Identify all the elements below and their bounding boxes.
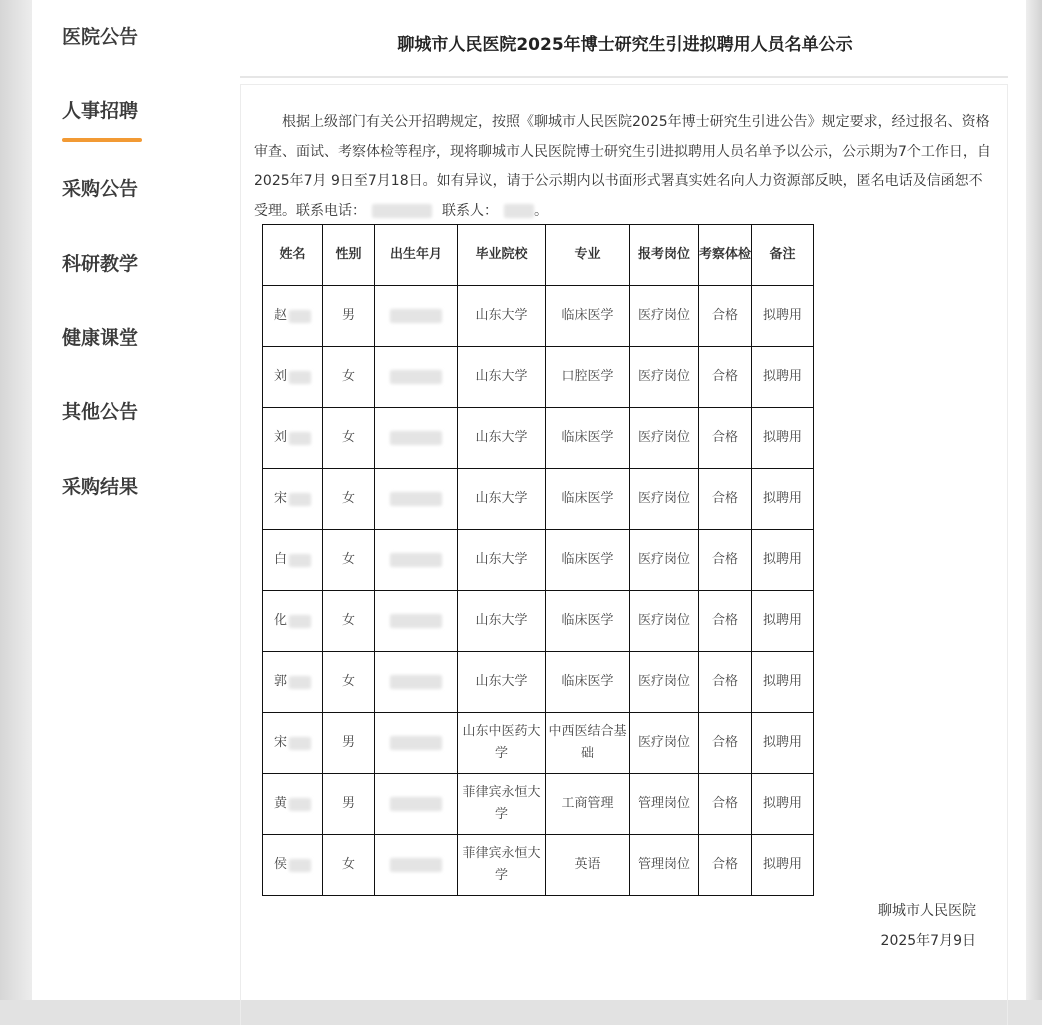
cell-gender: 女 xyxy=(323,347,375,408)
name-wrapper xyxy=(274,366,311,388)
cell-note: 拟聘用 xyxy=(752,530,814,591)
redacted-given-name xyxy=(289,432,311,445)
name-wrapper xyxy=(274,854,311,876)
cell-note: 拟聘用 xyxy=(752,591,814,652)
cell-check: 合格 xyxy=(699,530,752,591)
redacted-birthdate xyxy=(390,675,442,689)
cell-major: 口腔医学 xyxy=(546,347,630,408)
name-surname: 刘 xyxy=(273,430,287,445)
name-wrapper xyxy=(274,732,311,754)
cell-school: 山东大学 xyxy=(458,469,546,530)
redacted-birthdate xyxy=(390,736,442,750)
cell-birth-redacted xyxy=(375,408,458,469)
redacted-phone xyxy=(372,204,432,218)
cell-birth-redacted xyxy=(375,286,458,347)
cell-school: 山东大学 xyxy=(458,591,546,652)
cell-name xyxy=(263,713,323,774)
table-row xyxy=(263,469,814,530)
header-gender: 性别 xyxy=(323,225,375,286)
redacted-birthdate xyxy=(390,370,442,384)
table-row xyxy=(263,347,814,408)
cell-post: 医疗岗位 xyxy=(630,652,699,713)
name-surname: 宋 xyxy=(273,735,287,750)
cell-major: 临床医学 xyxy=(546,408,630,469)
header-birth: 出生年月 xyxy=(375,225,458,286)
cell-birth-redacted xyxy=(375,652,458,713)
redacted-given-name xyxy=(289,676,311,689)
cell-post: 医疗岗位 xyxy=(630,408,699,469)
redacted-birthdate xyxy=(390,309,442,323)
header-post: 报考岗位 xyxy=(630,225,699,286)
cell-birth-redacted xyxy=(375,591,458,652)
cell-name xyxy=(263,652,323,713)
redacted-given-name xyxy=(289,371,311,384)
table-row xyxy=(263,286,814,347)
name-wrapper xyxy=(274,305,311,327)
cell-name xyxy=(263,591,323,652)
cell-school: 菲律宾永恒大学 xyxy=(458,774,546,835)
candidate-table xyxy=(262,224,814,896)
cell-post: 医疗岗位 xyxy=(630,591,699,652)
name-surname: 黄 xyxy=(273,796,287,811)
cell-note: 拟聘用 xyxy=(752,408,814,469)
cell-note: 拟聘用 xyxy=(752,347,814,408)
cell-school: 山东大学 xyxy=(458,286,546,347)
cell-check: 合格 xyxy=(699,835,752,896)
name-wrapper xyxy=(274,793,311,815)
cell-school: 山东大学 xyxy=(458,652,546,713)
cell-check: 合格 xyxy=(699,408,752,469)
cell-check: 合格 xyxy=(699,713,752,774)
table-row xyxy=(263,835,814,896)
table-row xyxy=(263,408,814,469)
name-surname: 化 xyxy=(273,613,287,628)
redacted-birthdate xyxy=(390,797,442,811)
redacted-birthdate xyxy=(390,492,442,506)
cell-note: 拟聘用 xyxy=(752,713,814,774)
cell-check: 合格 xyxy=(699,469,752,530)
redacted-birthdate xyxy=(390,431,442,445)
table-row xyxy=(263,530,814,591)
announcement-end: 。 xyxy=(534,202,548,219)
cell-name xyxy=(263,774,323,835)
cell-post: 管理岗位 xyxy=(630,835,699,896)
page-shadow-right xyxy=(1026,0,1042,1000)
cell-gender: 女 xyxy=(323,835,375,896)
name-surname: 白 xyxy=(273,552,287,567)
header-check: 考察体检 xyxy=(699,225,752,286)
cell-birth-redacted xyxy=(375,347,458,408)
sidebar-item-research-teaching[interactable]: 科研教学 xyxy=(62,253,139,275)
name-wrapper xyxy=(274,549,311,571)
table-body xyxy=(263,286,814,896)
cell-gender: 男 xyxy=(323,286,375,347)
table-row xyxy=(263,713,814,774)
header-name: 姓名 xyxy=(263,225,323,286)
redacted-given-name xyxy=(289,798,311,811)
cell-check: 合格 xyxy=(699,652,752,713)
cell-major: 临床医学 xyxy=(546,530,630,591)
cell-birth-redacted xyxy=(375,835,458,896)
cell-major: 临床医学 xyxy=(546,652,630,713)
redacted-given-name xyxy=(289,554,311,567)
cell-gender: 女 xyxy=(323,408,375,469)
announcement-paragraph xyxy=(254,108,996,226)
name-surname: 郭 xyxy=(273,674,287,689)
cell-check: 合格 xyxy=(699,591,752,652)
cell-gender: 女 xyxy=(323,530,375,591)
cell-name xyxy=(263,835,323,896)
name-surname: 侯 xyxy=(273,857,287,872)
cell-major: 中西医结合基础 xyxy=(546,713,630,774)
cell-post: 医疗岗位 xyxy=(630,713,699,774)
redacted-given-name xyxy=(289,737,311,750)
cell-post: 医疗岗位 xyxy=(630,469,699,530)
cell-school: 山东大学 xyxy=(458,530,546,591)
header-school: 毕业院校 xyxy=(458,225,546,286)
redacted-given-name xyxy=(289,493,311,506)
sidebar-item-procurement-notice[interactable]: 采购公告 xyxy=(62,178,139,200)
page xyxy=(32,0,1026,1000)
page-shadow-left xyxy=(0,0,34,1000)
name-surname: 赵 xyxy=(273,308,287,323)
cell-gender: 男 xyxy=(323,713,375,774)
table-row xyxy=(263,652,814,713)
name-wrapper xyxy=(274,671,311,693)
cell-birth-redacted xyxy=(375,774,458,835)
name-wrapper xyxy=(274,427,311,449)
name-wrapper xyxy=(274,610,311,632)
redacted-given-name xyxy=(289,615,311,628)
page-title: 聊城市人民医院2025年博士研究生引进拟聘用人员名单公示 xyxy=(397,35,853,55)
contact-label: 联系人： xyxy=(442,202,498,219)
cell-birth-redacted xyxy=(375,469,458,530)
sidebar-item-other-notice[interactable]: 其他公告 xyxy=(62,401,139,423)
sidebar-item-recruitment[interactable]: 人事招聘 xyxy=(62,96,182,123)
cell-name xyxy=(263,286,323,347)
redacted-given-name xyxy=(289,310,311,323)
cell-post: 管理岗位 xyxy=(630,774,699,835)
cell-note: 拟聘用 xyxy=(752,652,814,713)
cell-name xyxy=(263,408,323,469)
redacted-given-name xyxy=(289,859,311,872)
redacted-birthdate xyxy=(390,858,442,872)
cell-check: 合格 xyxy=(699,774,752,835)
cell-major: 临床医学 xyxy=(546,286,630,347)
name-surname: 刘 xyxy=(273,369,287,384)
announcement-text: 根据上级部门有关公开招聘规定，按照《聊城市人民医院2025年博士研究生引进公告》规定要求，经过报名、资格审查、面试、考察体检等程序，现将聊城市人民医院博士研究生引进拟聘用人员名单予以公示，公示期为7个工作日，自2025年7月 9日至7月18日。如有异议，请于公示期内以书面形式署真实姓名向人力资源部反映，匿名电话及信函恕不受理。联系电话： xyxy=(254,114,991,219)
cell-post: 医疗岗位 xyxy=(630,347,699,408)
cell-major: 临床医学 xyxy=(546,591,630,652)
cell-school: 山东大学 xyxy=(458,408,546,469)
cell-school: 菲律宾永恒大学 xyxy=(458,835,546,896)
cell-school: 山东大学 xyxy=(458,347,546,408)
cell-name xyxy=(263,469,323,530)
cell-birth-redacted xyxy=(375,713,458,774)
signature-date: 2025年7月9日 xyxy=(880,933,976,949)
cell-post: 医疗岗位 xyxy=(630,530,699,591)
cell-birth-redacted xyxy=(375,530,458,591)
cell-note: 拟聘用 xyxy=(752,835,814,896)
cell-note: 拟聘用 xyxy=(752,774,814,835)
cell-name xyxy=(263,530,323,591)
cell-note: 拟聘用 xyxy=(752,469,814,530)
sidebar-item-hospital-notice[interactable]: 医院公告 xyxy=(62,26,139,48)
cell-gender: 女 xyxy=(323,469,375,530)
sidebar-item-procurement-results[interactable]: 采购结果 xyxy=(62,476,139,498)
cell-check: 合格 xyxy=(699,347,752,408)
table-row xyxy=(263,774,814,835)
table-header-row xyxy=(263,225,814,286)
name-surname: 宋 xyxy=(273,491,287,506)
signature-org: 聊城市人民医院 xyxy=(878,903,976,919)
cell-gender: 女 xyxy=(323,591,375,652)
redacted-birthdate xyxy=(390,553,442,567)
cell-major: 工商管理 xyxy=(546,774,630,835)
name-wrapper xyxy=(274,488,311,510)
cell-major: 临床医学 xyxy=(546,469,630,530)
title-divider xyxy=(240,76,1008,78)
cell-name xyxy=(263,347,323,408)
cell-school: 山东中医药大学 xyxy=(458,713,546,774)
cell-post: 医疗岗位 xyxy=(630,286,699,347)
redacted-birthdate xyxy=(390,614,442,628)
header-note: 备注 xyxy=(752,225,814,286)
table-row xyxy=(263,591,814,652)
cell-major: 英语 xyxy=(546,835,630,896)
sidebar-item-health-class[interactable]: 健康课堂 xyxy=(62,327,139,349)
header-major: 专业 xyxy=(546,225,630,286)
redacted-contact-name xyxy=(504,204,534,218)
cell-check: 合格 xyxy=(699,286,752,347)
cell-gender: 男 xyxy=(323,774,375,835)
cell-gender: 女 xyxy=(323,652,375,713)
cell-note: 拟聘用 xyxy=(752,286,814,347)
